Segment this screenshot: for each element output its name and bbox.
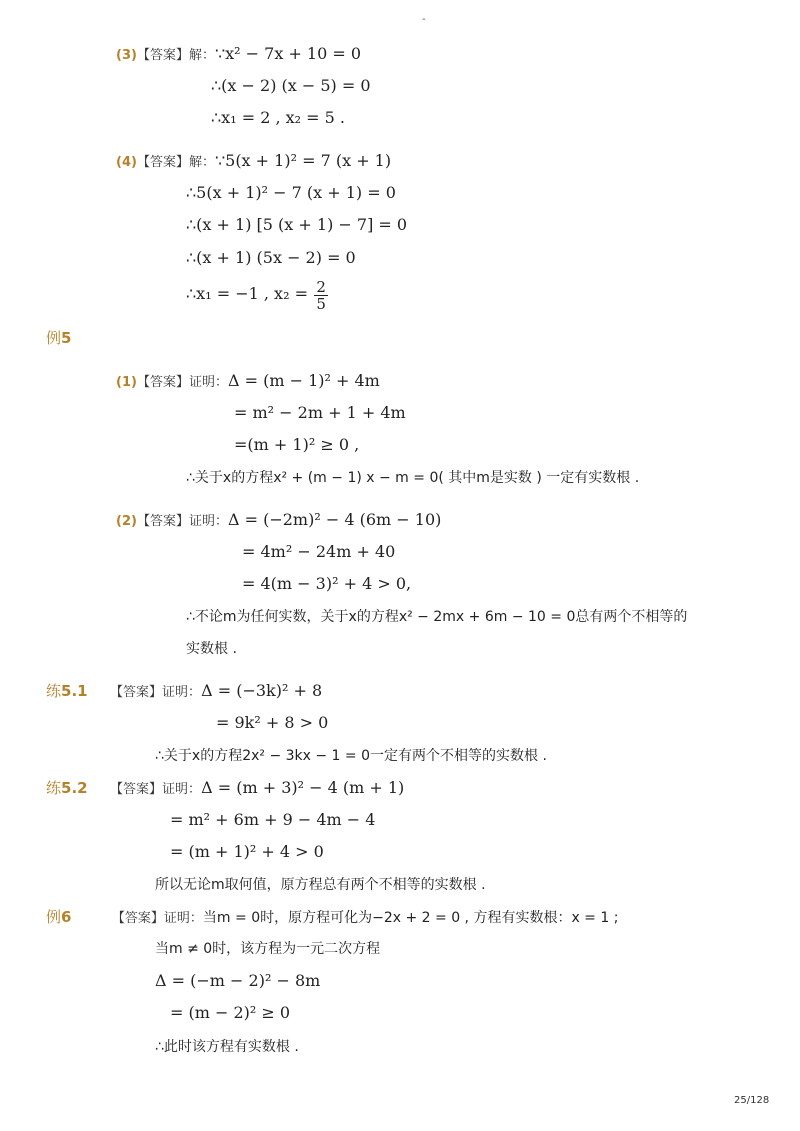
example-5-prefix: 例 [46,329,62,347]
ex5-1-eq-2: = m² − 2m + 1 + 4m [234,403,406,422]
example-6-line-1 [46,906,618,930]
example-6-eq-2: = (m − 2)² ≥ 0 [170,1003,291,1022]
example-5-heading [46,327,71,349]
fraction-numerator: 2 [316,277,326,296]
ex5-1-proof-tag: 【答案】证明： [136,375,228,390]
ex4-3-answer-tag: 【答案】解： [136,48,215,63]
ex5-1-eq-1: Δ = (m − 1)² + 4m [227,371,380,390]
practice-5-1-conclusion: ∴关于x的方程2x² − 3kx − 1 = 0一定有两个不相等的实数根 . [155,748,547,764]
practice-5-1-eq-2: = 9k² + 8 > 0 [216,713,329,732]
ex4-3-eq-1: ∵x² − 7x + 10 = 0 [214,44,362,63]
practice-5-1-eq-1: Δ = (−3k)² + 8 [201,681,323,700]
practice-5-2-line-1 [46,777,404,801]
example-6-prefix: 例 [46,908,62,926]
ex5-1-conclusion: ∴关于x的方程x² + (m − 1) x − m = 0( 其中m是实数 ) 一定有实数根 . [186,470,640,486]
example-6-conclusion: ∴此时该方程有实数根 . [155,1039,299,1055]
example-6-proof-tag: 【答案】证明： [111,911,203,926]
ex5-2-eq-2: = 4m² − 24m + 40 [242,542,396,561]
ex5-2-proof-tag: 【答案】证明： [136,514,228,529]
ex4-3-label: (3) [116,48,137,63]
ex5-2-eq-1: Δ = (−2m)² − 4 (6m − 10) [227,510,442,529]
ex5-2-label: (2) [116,514,137,529]
ex4-4-eq-5 [186,276,330,313]
ex5-2-line-1 [116,509,441,533]
ex5-1-line-1 [116,370,380,394]
page-number: 25/128 [734,1095,770,1106]
ex4-3-line-1 [116,43,361,67]
ex5-2-conclusion: ∴不论m为任何实数，关于x的方程x² − 2mx + 6m − 10 = 0总有两个不相等的 [186,609,688,625]
ex4-4-eq-5-prefix: ∴x₁ = −1 , x₂ = [186,284,308,303]
example-5-number: 5 [61,329,72,347]
practice-5-2-number: 5.2 [61,779,88,797]
ex4-4-line-1 [116,150,391,174]
header-mark: - [422,14,426,25]
ex4-4-answer-tag: 【答案】解： [136,155,215,170]
example-6-case-zero: 当m = 0时，原方程可化为−2x + 2 = 0 , 方程有实数根：x = 1 ; [202,910,619,926]
ex5-1-label: (1) [116,375,137,390]
practice-5-2-proof-tag: 【答案】证明： [110,782,202,797]
practice-5-2-conclusion: 所以无论m取何值，原方程总有两个不相等的实数根 . [155,877,486,893]
fraction-denominator: 5 [316,294,326,313]
practice-5-1-proof-tag: 【答案】证明： [110,685,202,700]
practice-5-1-line-1 [46,680,322,704]
ex4-3-eq-2: ∴(x − 2) (x − 5) = 0 [211,76,371,95]
practice-5-2-eq-2: = m² + 6m + 9 − 4m − 4 [170,810,376,829]
ex4-4-eq-2: ∴5(x + 1)² − 7 (x + 1) = 0 [186,183,396,202]
practice-5-2-eq-1: Δ = (m + 3)² − 4 (m + 1) [201,778,405,797]
practice-5-2-eq-3: = (m + 1)² + 4 > 0 [170,842,324,861]
fraction-two-fifths [314,279,328,312]
ex5-2-conclusion-cont: 实数根 . [186,641,237,657]
ex4-4-eq-4: ∴(x + 1) (5x − 2) = 0 [186,248,356,267]
ex4-4-eq-3: ∴(x + 1) [5 (x + 1) − 7] = 0 [186,215,408,234]
ex4-4-label: (4) [116,155,137,170]
practice-5-1-number: 5.1 [61,682,88,700]
practice-5-2-prefix: 练 [46,779,62,797]
example-6-number: 6 [61,908,72,926]
practice-5-1-prefix: 练 [46,682,62,700]
ex5-2-eq-3: = 4(m − 3)² + 4 > 0, [242,574,412,593]
ex5-1-eq-3: =(m + 1)² ≥ 0 , [234,435,360,454]
example-6-case-nonzero: 当m ≠ 0时，该方程为一元二次方程 [155,941,381,957]
ex4-4-eq-1: ∵5(x + 1)² = 7 (x + 1) [214,151,392,170]
ex4-3-eq-3: ∴x₁ = 2 , x₂ = 5 . [211,108,345,127]
example-6-eq-1: Δ = (−m − 2)² − 8m [155,971,321,990]
